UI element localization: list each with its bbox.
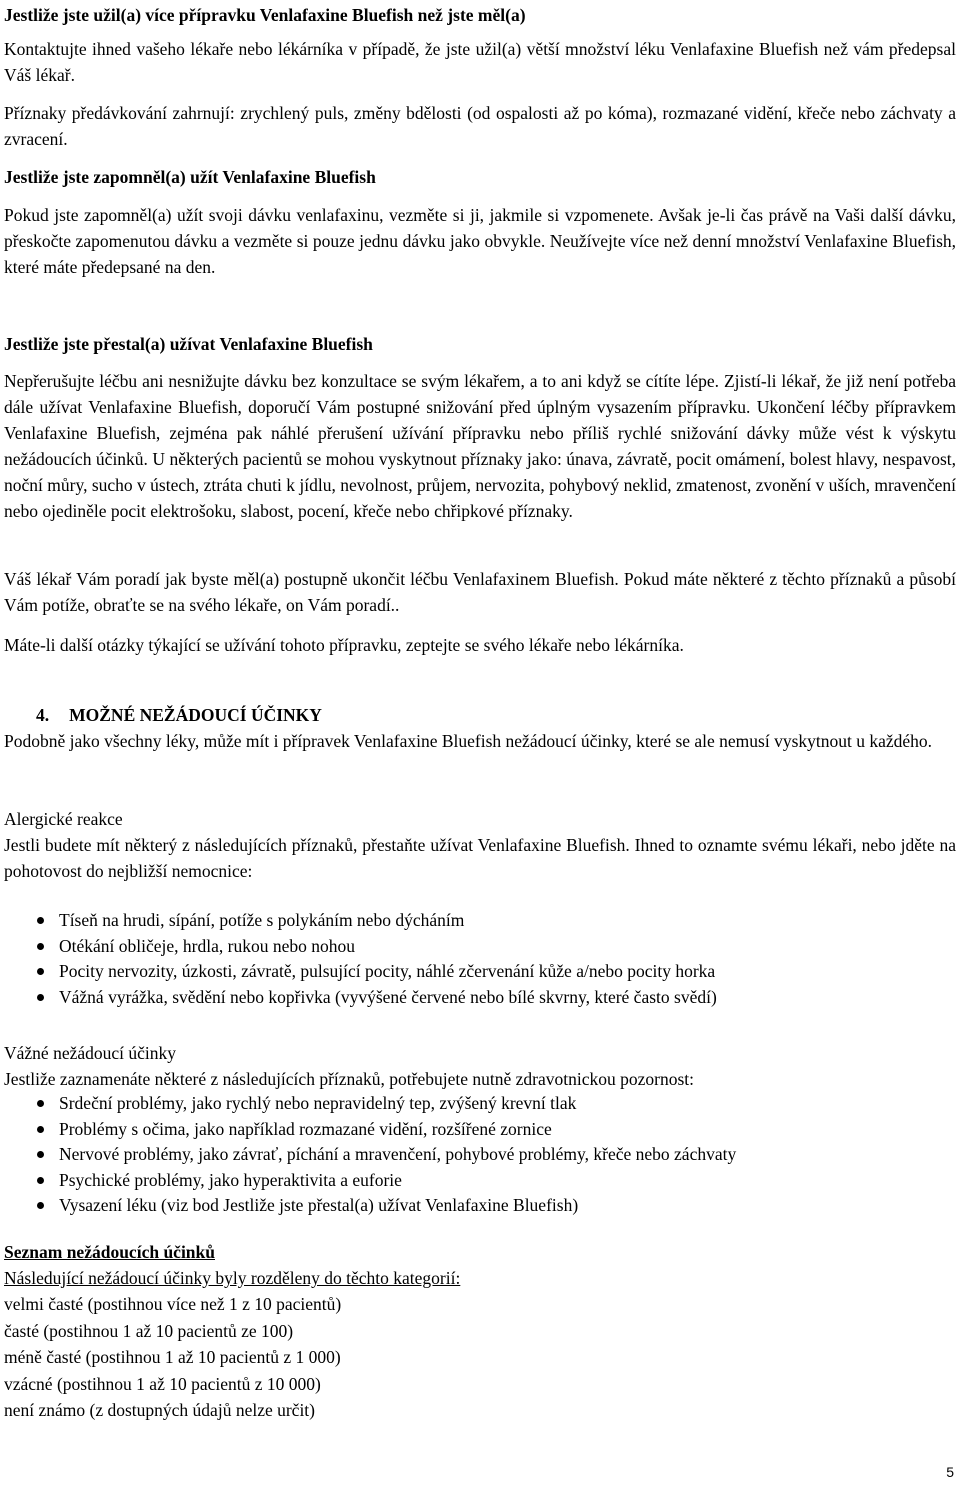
bullet-icon xyxy=(37,1202,44,1209)
section-4-heading xyxy=(36,702,636,728)
list-item: Vysazení léku (viz bod Jestliže jste přestal(a) užívat Venlafaxine Bluefish) xyxy=(4,1193,944,1219)
bullet-icon xyxy=(37,1126,44,1133)
serious-intro: Jestliže zaznamenáte některé z následujících příznaků, potřebujete nutně zdravotnickou pozornost: xyxy=(4,1069,694,1089)
allergic-intro: Jestli budete mít některý z následujících příznaků, přestaňte užívat Venlafaxine Bluefish. Ihned to oznamte svému lékaři, nebo jděte na pohotovost do nejbližší nemocnice: xyxy=(4,835,956,881)
bullet-icon xyxy=(37,1177,44,1184)
missed-dose-heading: Jestliže jste zapomněl(a) užít Venlafaxine Bluefish xyxy=(4,167,376,187)
overdose-heading: Jestliže jste užil(a) více přípravku Venlafaxine Bluefish než jste měl(a) xyxy=(4,5,526,25)
stopped-paragraph-1: Nepřerušujte léčbu ani nesnižujte dávku bez konzultace se svým lékařem, a to ani když se cítíte lépe. Zjistí-li lékař, že již není potřeba dále užívat Venlafaxine Bluefish, doporučí Vám postupné snižování před úplným vysazením přípravku. Ukončení léčby přípravkem Venlafaxine Bluefish, zejména pak náhlé přerušení užívání přípravku nebo příliš rychlé snižování dávky může vést k výskytu nežádoucích účinků. U některých pacientů se mohou vyskytnout příznaky jako: únava, závratě, pocit omámení, bolest hlavy, nespavost, noční můry, sucho v ústech, ztráta chuti k jídlu, nevolnost, průjem, nervozita, pohybový neklid, zmatenost, zvonění v uších, mravenčení nebo ojediněle pocit elektrošoku, slabost, pocení, křeče nebo chřipkové příznaky. xyxy=(4,371,956,521)
serious-list xyxy=(4,1091,944,1219)
frequency-category: velmi časté (postihnou více než 1 z 10 pacientů) xyxy=(4,1294,342,1314)
overdose-paragraph-1: Kontaktujte ihned vašeho lékaře nebo lékárníka v případě, že jste užil(a) větší množství léku Venlafaxine Bluefish než vám předepsal Váš lékař. xyxy=(4,39,956,85)
bullet-icon xyxy=(37,968,44,975)
list-item: Psychické problémy, jako hyperaktivita a euforie xyxy=(4,1168,944,1194)
bullet-icon xyxy=(37,994,44,1001)
serious-heading: Vážné nežádoucí účinky xyxy=(4,1043,177,1063)
allergic-list xyxy=(4,908,944,1010)
section-number: 4. xyxy=(36,705,50,725)
stopped-paragraph-2: Váš lékař Vám poradí jak byste měl(a) postupně ukončit léčbu Venlafaxinem Bluefish. Pokud máte některé z těchto příznaků a působí Vám potíže, obraťte se na svého lékaře, on Vám poradí.. xyxy=(4,569,956,615)
overdose-paragraph-2: Příznaky předávkování zahrnují: zrychlený puls, změny bdělosti (od ospalosti až po kóma), rozmazané vidění, křeče nebo záchvaty a zvracení. xyxy=(4,103,956,149)
frequency-category: není známo (z dostupných údajů nelze určit) xyxy=(4,1400,316,1420)
frequency-category: vzácné (postihnou 1 až 10 pacientů z 10 000) xyxy=(4,1373,321,1394)
side-effects-list-heading: Seznam nežádoucích účinků xyxy=(4,1242,215,1262)
list-item: Srdeční problémy, jako rychlý nebo nepravidelný tep, zvýšený krevní tlak xyxy=(4,1091,944,1117)
list-item: Otékání obličeje, hrdla, rukou nebo nohou xyxy=(4,934,944,960)
bullet-icon xyxy=(37,943,44,950)
bullet-icon xyxy=(37,1100,44,1107)
section-title: MOŽNÉ NEŽÁDOUCÍ ÚČINKY xyxy=(69,705,322,725)
missed-dose-paragraph: Pokud jste zapomněl(a) užít svoji dávku venlafaxinu, vezměte si ji, jakmile si vzpomenete. Avšak je-li čas právě na Vaši další dávku, přeskočte zapomenutou dávku a vezměte si pouze jednu dávku jako obvykle. Neužívejte více než denní množství Venlafaxine Bluefish, které máte předepsané na den. xyxy=(4,205,956,277)
stopped-paragraph-3: Máte-li další otázky týkající se užívání tohoto přípravku, zeptejte se svého lékaře nebo lékárníka. xyxy=(4,635,684,655)
list-item: Problémy s očima, jako například rozmazané vidění, rozšířené zornice xyxy=(4,1117,944,1143)
allergic-heading: Alergické reakce xyxy=(4,809,123,829)
bullet-icon xyxy=(37,1151,44,1158)
list-item: Nervové problémy, jako závrať, píchání a mravenčení, pohybové problémy, křeče nebo záchvaty xyxy=(4,1142,944,1168)
frequency-category: časté (postihnou 1 až 10 pacientů ze 100) xyxy=(4,1320,294,1341)
side-effects-list-subheading: Následující nežádoucí účinky byly rozděleny do těchto kategorií: xyxy=(4,1268,461,1288)
page-number: 5 xyxy=(946,1464,954,1480)
list-item: Tíseň na hrudi, sípání, potíže s polykáním nebo dýcháním xyxy=(4,908,944,934)
list-item: Vážná vyrážka, svědění nebo kopřivka (vyvýšené červené nebo bílé skvrny, které často svědí) xyxy=(4,985,944,1011)
frequency-category: méně časté (postihnou 1 až 10 pacientů z 1 000) xyxy=(4,1347,341,1367)
bullet-icon xyxy=(37,917,44,924)
list-item: Pocity nervozity, úzkosti, závratě, pulsující pocity, náhlé zčervenání kůže a/nebo pocity horka xyxy=(4,959,944,985)
section-4-intro: Podobně jako všechny léky, může mít i přípravek Venlafaxine Bluefish nežádoucí účinky, které se ale nemusí vyskytnout u každého. xyxy=(4,731,933,751)
frequency-categories xyxy=(4,1291,341,1424)
stopped-heading: Jestliže jste přestal(a) užívat Venlafaxine Bluefish xyxy=(4,334,373,354)
